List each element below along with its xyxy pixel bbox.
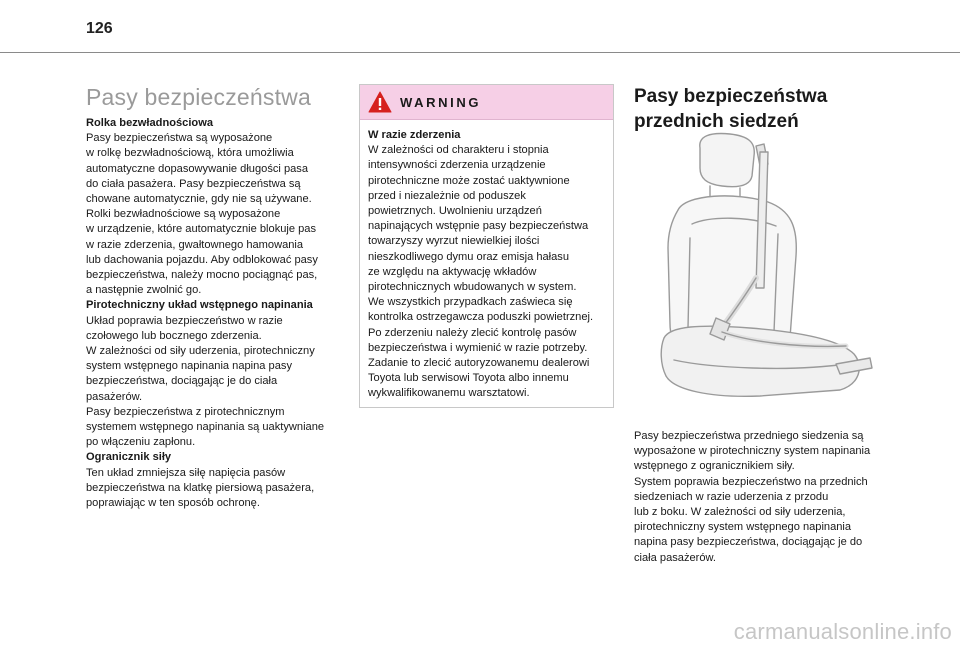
header-divider — [0, 52, 960, 53]
left-column-text — [86, 116, 348, 511]
text-line: czołowego lub bocznego zderzenia. — [86, 329, 262, 342]
text-line: We wszystkich przypadkach zaświeca się — [368, 296, 573, 309]
text-line: bezpieczeństwa, dociągając je do ciała — [86, 375, 278, 388]
text-line: Toyota lub serwisowi Toyota albo innemu — [368, 372, 569, 385]
text-line: Pasy bezpieczeństwa z pirotechnicznym — [86, 405, 285, 418]
subheading-line: Ogranicznik siły — [86, 451, 172, 464]
text-line: lub z boku. W zależności od siły uderzenia, — [634, 506, 846, 519]
text-line: kontrolka ostrzegawcza poduszki powietrznej. — [368, 311, 594, 324]
text-line: pasażerów. — [86, 390, 143, 403]
text-line: wykwalifikowanemu warsztatowi. — [368, 387, 530, 400]
subheading-line: Pirotechniczny układ wstępnego napinania — [86, 299, 313, 312]
text-line: nieszkodliwego dymu oraz emisja hałasu — [368, 250, 570, 263]
text-line: wyposażone w pirotechniczny system napinania — [634, 445, 871, 458]
text-line: lub dachowania pojazdu. Aby odblokować pasy — [86, 253, 318, 266]
text-line: w urządzenie, które automatycznie blokuje pas — [86, 223, 317, 236]
text-line: po włączeniu zapłonu. — [86, 436, 196, 449]
seatbelts-section — [86, 84, 348, 511]
text-line: Zadanie to zlecić autoryzowanemu dealerowi — [368, 357, 590, 370]
text-line: chowane automatycznie, gdy nie są używane. — [86, 193, 312, 206]
text-line: System poprawia bezpieczeństwo na przednich — [634, 475, 868, 488]
warning-header — [360, 85, 613, 120]
text-line: do ciała pasażera. Pasy bezpieczeństwa są — [86, 177, 301, 190]
text-line: W zależności od siły uderzenia, pirotechniczny — [86, 345, 315, 358]
text-line: Pasy bezpieczeństwa są wyposażone — [86, 132, 273, 145]
page-number: 126 — [86, 20, 113, 37]
warning-text — [360, 120, 613, 402]
text-line: powietrznych. Uwolnieniu urządzeń — [368, 205, 542, 218]
text-line: przed i niezależnie od poduszek — [368, 189, 526, 202]
text-line: ciała pasażerów. — [634, 551, 717, 564]
text-line: bezpieczeństwa na klatkę piersiową pasażera, — [86, 481, 315, 494]
text-line: towarzyszy wyrzut niewielkiej ilości — [368, 235, 540, 248]
text-line: wstępnego z ogranicznikiem siły. — [634, 460, 795, 473]
front-seatbelts-title-line2: przednich siedzeń — [634, 111, 799, 132]
watermark: carmanualsonline.info — [733, 619, 952, 644]
text-line: W zależności od charakteru i stopnia — [368, 144, 549, 157]
front-seatbelts-text — [634, 429, 896, 566]
text-line: bezpieczeństwa, należy mocno pociągnąć pas, — [86, 269, 318, 282]
text-line: napinających wstępnie pasy bezpieczeństwa — [368, 220, 589, 233]
text-line: pirotechnicznych wbudowanych w system. — [368, 281, 577, 294]
section-title: Pasy bezpieczeństwa — [86, 84, 311, 110]
text-line: Ten układ zmniejsza siłę napięcia pasów — [86, 466, 286, 479]
text-line: intensywności zderzenia urządzenie — [368, 159, 546, 172]
warning-box — [359, 84, 614, 408]
subheading-line: W razie zderzenia — [368, 129, 461, 141]
text-line: Pasy bezpieczeństwa przedniego siedzenia są — [634, 430, 864, 442]
text-line: systemem wstępnego napinania są uaktywniane — [86, 421, 325, 434]
text-line: bezpieczeństwa i wymienić w razie potrzeby. — [368, 341, 588, 354]
text-line: Po zderzeniu należy zlecić kontrolę pasów — [368, 326, 577, 339]
text-line: Układ poprawia bezpieczeństwo w razie — [86, 314, 283, 327]
front-seatbelts-section — [634, 84, 896, 134]
text-line: siedzeniach w razie uderzenia z przodu — [634, 490, 829, 503]
text-line: automatyczne dopasowywanie długości pasa — [86, 162, 309, 175]
text-line: napina pasy bezpieczeństwa, dociągając je do — [634, 536, 863, 549]
subheading-line: Rolka bezwładnościowa — [86, 117, 213, 129]
text-line: Rolki bezwładnościowe są wyposażone — [86, 208, 281, 221]
text-line: pirotechniczne może zostać uaktywnione — [368, 174, 570, 187]
front-seatbelts-title — [634, 84, 896, 134]
text-line: ze względu na aktywację wkładów — [368, 265, 537, 278]
warning-title: WARNING — [400, 95, 482, 110]
text-line: system wstępnego napinania napina pasy — [86, 360, 292, 373]
seat-illustration — [640, 128, 890, 408]
text-line: a następnie zwolnić go. — [86, 284, 202, 297]
text-line: poprawiając w ten sposób ochronę. — [86, 497, 260, 510]
warning-triangle-icon — [368, 91, 392, 113]
text-line: pirotechniczny system wstępnego napinania — [634, 521, 852, 534]
front-seatbelts-title-line1: Pasy bezpieczeństwa — [634, 86, 828, 107]
text-line: w razie zderzenia, gwałtownego hamowania — [86, 238, 304, 251]
text-line: w rolkę bezwładnościową, która umożliwia — [86, 147, 294, 160]
